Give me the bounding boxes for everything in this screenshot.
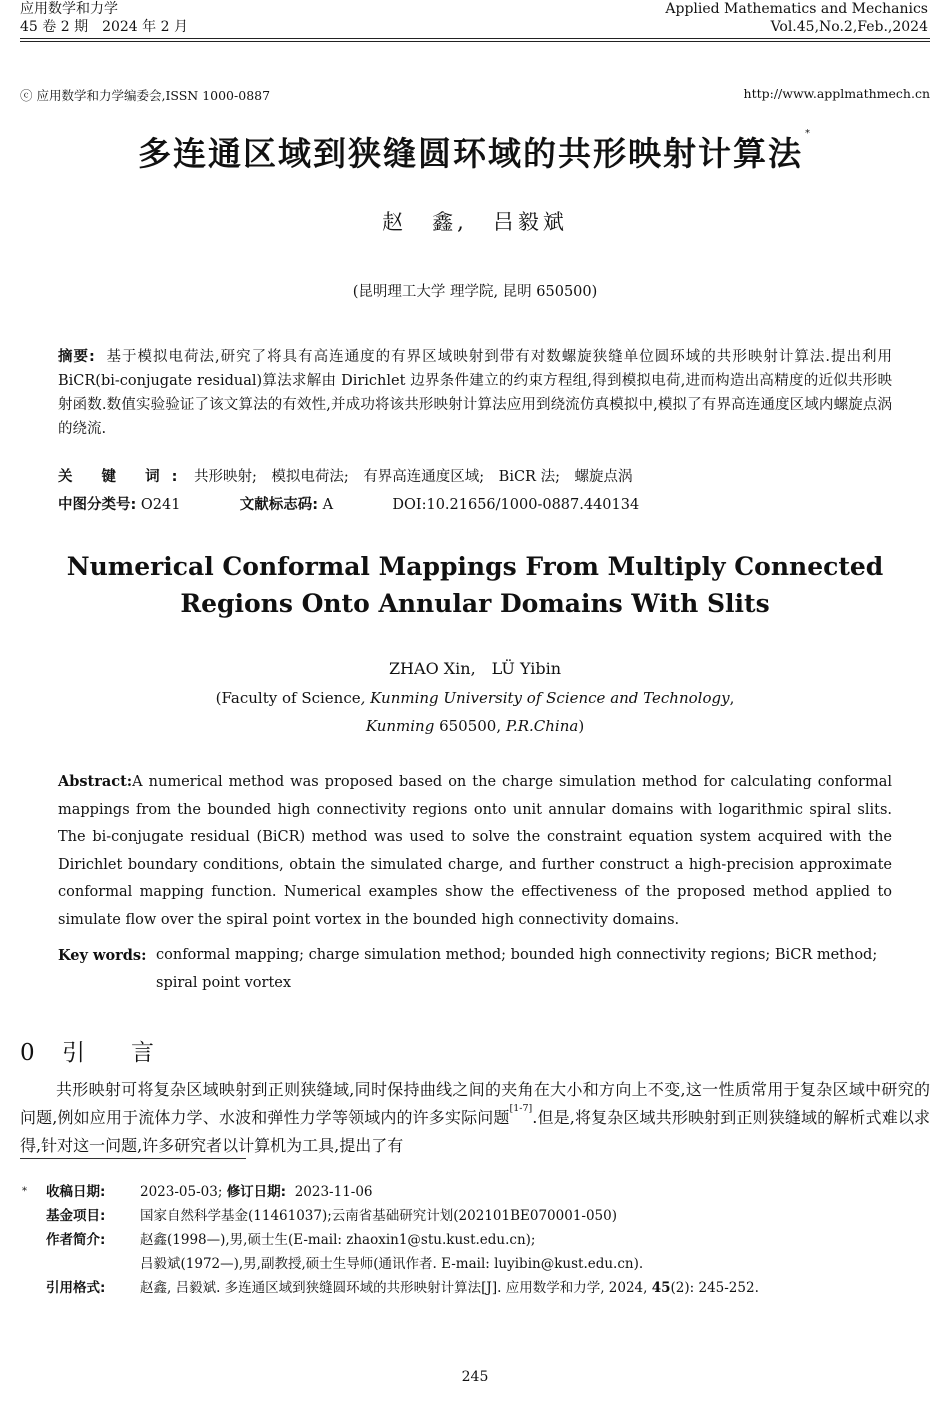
cite-text: 赵鑫, 吕毅斌. 多连通区域到狭缝圆环域的共形映射计算法[J]. 应用数学和力学, 2024, [140,1280,652,1296]
affil-en-part: , [729,689,735,707]
cite-value [140,1276,930,1300]
footnote-fund-row [46,1204,930,1228]
revised-value: 2023-11-06 [294,1184,373,1200]
affil-en-part: ) [578,717,585,735]
keywords-cn-label: 关 键 词: [58,469,190,485]
authors-en: ZHAO Xin, LÜ Yibin [388,659,562,678]
keywords-en [58,942,892,997]
issue-info-en: Vol.45,No.2,Feb.,2024 [770,19,928,35]
authors-cn: 赵 鑫, 吕毅斌 [382,210,568,234]
citation-ref[interactable]: [1-7] [509,1103,533,1114]
author-bios [140,1228,930,1276]
classification-row [58,493,639,514]
abstract-cn [58,345,892,441]
doi[interactable]: DOI:10.21656/1000-0887.440134 [392,497,640,513]
footnote-received-row [22,1180,930,1204]
abstract-en-text: A numerical method was proposed based on the charge simulation method for calculating conformal mappings from the bounded high connectivity regions onto unit annular domains with logarithmic spiral slits. The bi-conjugate residual (BiCR) method was used to solve the constraint equation system acquired with the Dirichlet boundary conditions, obtain the simulated charge, and further construct a high-precision approximate conformal mapping function. Numerical examples show the effectiveness of the proposed method applied to simulate flow over the spiral point vortex in the bounded high connectivity domains. [58,774,892,928]
affil-en-part: Kunming [365,717,435,735]
cite-volume: 45 [651,1280,671,1296]
running-header-left [20,0,188,36]
title-cn-text: 多连通区域到狭缝圆环域的共形映射计算法 [138,134,803,173]
author-bio-label: 作者简介: [46,1232,106,1248]
title-en-line-1: Numerical Conformal Mappings From Multiply Connected [66,552,884,581]
section-heading [20,1034,200,1067]
abstract-en [58,768,892,934]
abstract-en-label: Abstract: [58,773,133,790]
intro-text-b: .但是,将复杂区域共形映射到正则狭缝域的解析式难以求得,针对这一问题,许多研究者以计算机为工具,提出了有 [20,1108,930,1155]
keywords-cn [58,465,632,486]
header-rule-bottom [20,41,930,42]
intro-text-a: 共形映射可将复杂区域映射到正则狭缝域,同时保持曲线之间的夹角在大小和方向上不变,这一性质常用于复杂区域中研究的问题,例如应用于流体力学、水波和弹性力学等领域内的许多实际问题 [20,1080,930,1127]
affiliation-en-line-2 [0,712,950,740]
footnote [22,1180,930,1300]
keywords-cn-text: 共形映射; 模拟电荷法; 有界高连通度区域; BiCR 法; 螺旋点涡 [194,469,633,485]
clc-label: 中图分类号: [58,497,137,513]
running-header-right [665,0,928,36]
author-bio-1: 赵鑫(1998—),男,硕士生(E-mail: zhaoxin1@stu.kust.edu.cn); [140,1232,536,1248]
section-number: 0 [20,1040,35,1066]
journal-name-cn: 应用数学和力学 [20,1,118,17]
fund-value: 国家自然科学基金(11461037);云南省基础研究计划(202101BE070001-050) [140,1208,618,1224]
abstract-cn-text: 基于模拟电荷法,研究了将具有高连通度的有界区域映射到带有对数螺旋狭缝单位圆环域的共形映射计算法.提出利用 BiCR(bi-conjugate residual)算法求解由 Dirichlet 边界条件建立的约束方程组,得到模拟电荷,进而构造出高精度的近似共形映射函数.数值实验验证了该文算法的有效性,并成功将该共形映射计算法应用到绕流仿真模拟中,模拟了有界高连通度区域内螺旋点涡的绕流. [58,349,892,437]
cite-pages: (2): 245-252. [670,1280,759,1296]
received-label: 收稿日期: [46,1184,106,1200]
footnote-star: * [22,1186,27,1197]
intro-paragraph [20,1076,930,1160]
journal-url[interactable]: http://www.applmathmech.cn [743,86,930,101]
keywords-en-label: Key words: [58,947,147,964]
affiliation-en-line-1 [0,684,950,712]
abstract-cn-label: 摘要: [58,349,95,365]
footnote-cite-row [46,1276,930,1300]
journal-name-en: Applied Mathematics and Mechanics [665,1,928,17]
affil-en-part: , Kunming University of Science and Technology [360,689,730,707]
affil-en-part: 650500, [434,717,506,735]
doc-code-label: 文献标志码: [239,497,319,513]
affil-en-part: P.R.China [505,717,579,735]
affiliation-cn: (昆明理工大学 理学院, 昆明 650500) [352,284,598,300]
copyright-line: ⓒ 应用数学和力学编委会,ISSN 1000-0887 [20,88,271,103]
received-dates [140,1180,930,1204]
issue-info-cn: 45 卷 2 期 2024 年 2 月 [20,19,188,35]
affiliation-en [0,684,950,740]
footnote-rule [20,1158,246,1159]
author-bio-2: 吕毅斌(1972—),男,副教授,硕士生导师(通讯作者. E-mail: luyibin@kust.edu.cn). [140,1256,644,1272]
header-rule-top [20,38,930,39]
title-en-line-2: Regions Onto Annular Domains With Slits [180,589,770,618]
fund-label: 基金项目: [46,1208,106,1224]
footnote-author-row [46,1228,930,1276]
keywords-en-text: conformal mapping; charge simulation method; bounded high connectivity regions; BiCR method; spiral point vortex [156,947,878,991]
section-title: 引言 [62,1040,200,1066]
cite-label: 引用格式: [46,1280,106,1296]
paper-title-en [0,548,950,622]
page-number: 245 [461,1369,489,1385]
affil-en-part: (Faculty of Science [215,689,361,707]
doc-code-value: A [322,497,334,513]
paper-title-cn [0,128,950,175]
title-footnote-mark: * [805,128,812,139]
revised-label: 修订日期: [226,1184,287,1200]
clc-value: O241 [140,497,181,513]
received-value: 2023-05-03; [140,1184,223,1200]
